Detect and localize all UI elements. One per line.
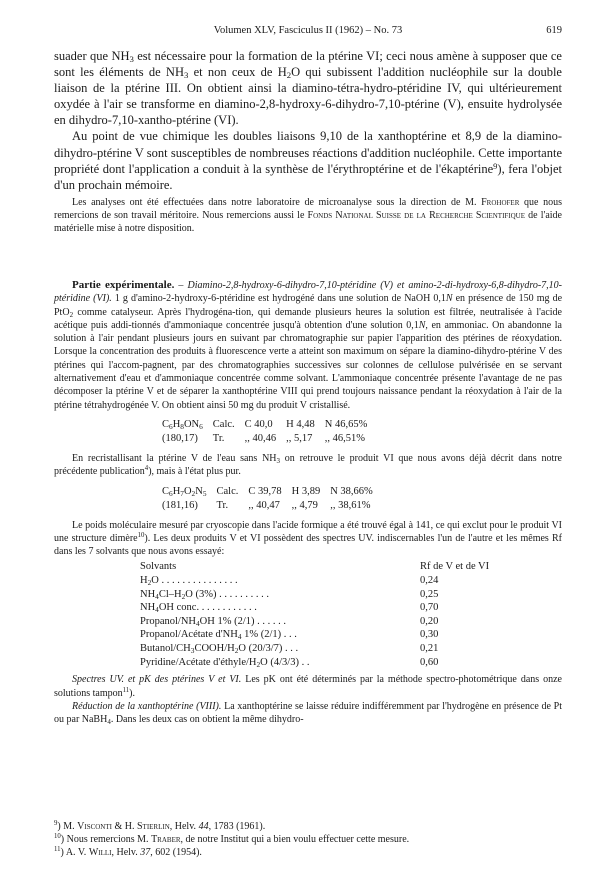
experimental-paragraph-4: Spectres UV. et pK des ptérines V et VI. Les pK ont été déterminés par la méthode spectro-photométrique dans onze solutions tampon$^{11}$). [54,674,562,699]
experimental-paragraph-2: En recristallisant la ptérine V de l'eau sans $NH_3$ on retrouve le produit VI que nous avons déjà décrit dans notre précédente publication$^4$), mais à l'état plus pur. [54,452,562,478]
table-row: Propanol/Acétate $d'NH_4$ 1% (2/1) . . . 0,30 [140,629,439,642]
elemental-analysis-v: $C_6H_8ON_6$ Calc. C 40,0 H 4,48 N 46,65% (180,17) Tr. ,, 40,46 ,, 5,17 ,, 46,51% [162,418,368,444]
experimental-paragraph-5: Réduction de la xanthoptérine (VIII). La xanthoptérine se laisse réduire indifféremment par l'hydrogène en présence de Pt ou par NaBH$_4$. Dans les deux cas on obtient la même dihydro- [54,700,563,727]
table-row: Propanol/$NH_4OH$ 1% (2/1) . . . . . . 0,20 [140,615,439,628]
journal-issue: Volumen XLV, Fasciculus II (1962) – No. 73 [213,25,403,36]
table-row: $NH_4OH$ conc. . . . . . . . . . . . 0,70 [140,602,439,615]
intro-section [54,48,562,236]
acknowledgement: Les analyses ont été effectuées dans notre laboratoire de microanalyse sous la direction de M. Frohofer que nous remercions de son travail méritoire. Nous remercions aussi le Fonds National Suisse de la Recherche Scientifique de l'aide matérielle mise à notre disposition. [54,196,562,235]
section-heading: Partie expérimentale. [72,279,175,291]
footnotes [54,820,562,860]
elemental-analysis-vi: $C_6H_7O_2N_5$ Calc. C 39,78 H 3,89 N 38,66% (181,16) Tr. ,, 40,47 ,, 4,79 ,, 38,61% [162,485,373,511]
table-row: Pyridine/Acétate $d'éthyle/H_2O$ (4/3/3) . . 0,60 [140,656,439,669]
footnote: $^{10}$) Nous remercions M. Traber, de notre Institut qui a bien voulu effectuer cette mesure. [54,833,410,846]
table-row: $H_2O$ . . . . . . . . . . . . . . . 0,24 [140,575,439,588]
experimental-section [54,279,562,726]
solvent-table: Solvants Rf de V et de VI $H_2O$ . . . . . . . . . . . . . . . 0,24 $NH_4Cl-H_2O$ (3%) . . . . . . . . . . 0,25 $NH_4OH$ conc. . . . . . . . . . . . 0,70 Propanol/$NH_4OH$ 1% (2/1) . . . . . . 0,20 Propanol/Acétate $d'NH_4$ 1% (2/1) . . . 0,30 Butanol/$CH_3COOH/H_2O$ (20/3/7) . . . 0,21 Pyridine/Acétate $d'éthyle/H_2O$ (4/3/3) . . 0,60 [140,560,562,669]
experimental-paragraph-3: Le poids moléculaire mesuré par cryoscopie dans l'acide formique a été trouvé égal à 141, ce qui exclut pour le produit VI une structure dimère$^{10}$). Les deux produits V et VI possèdent des spectres UV. indiscernables l'un de l'autre et les mêmes Rf dans les 7 solvants que nous avons essayé: [54,519,563,558]
experimental-paragraph-1: Partie expérimentale. – Diamino-2,8-hydroxy-6-dihydro-7,10-ptéridine (V) et amino-2-di-hydroxy-6,8-dihydro-7,10-ptéridine (VI). 1 g d'amino-2-hydroxy-6-ptéridine est hydrogéné dans une solution de NaOH 0,1N en présence de 150 mg de PtO$_2$ comme catalyseur. Après l'hydrogéna-tion, qui demande plusieurs heures la solution est filtrée, neutralisée à l'acide acétique puis addi-tionnés d'ammoniaque concentrée jusqu'à obtention d'une solution 0,1N, en ammoniac. On abandonne la solution à l'air pendant plusieurs jours en suivant par chromatographie sur papier l'apparition des ptérines de réoxydation. Lorsque la concentration des produits à fluorescence verte a atteint son maximum on sépare la diamino-dihydro-ptérine V des ptérines qui l'accom-pagnent, par des chromatographies successives sur colonnes de cellulose pulvérisée en se servant alternativement d'eau et d'ammoniaque concentrée comme solvant. L'ammoniaque concentrée présente l'avantage de ne pas décomposer la ptérine V et de séparer la xanthoptérine VIII qui prend toujours naissance pendant la réoxydation à l'air de la ptérine tétrahydrogénée V. On obtient ainsi 50 mg du produit V cristallisé. [54,279,563,411]
intro-paragraph-2: Au point de vue chimique les doubles liaisons 9,10 de la xanthoptérine et 8,9 de la diamino-dihydro-ptérine V sont susceptibles de nombreuses réactions d'addition nucléophile. Cette importante propriété dont l'application a conduit à la synthèse de l'érythroptérine et de l'ékaptérine$^9$), fera l'objet d'un prochain mémoire. [54,129,562,192]
page-number: 619 [546,25,562,36]
table-row: $NH_4Cl-H_2O$ (3%) . . . . . . . . . . 0,25 [140,588,439,601]
footnote: $^9$) M. Visconti & H. Stierlin, Helv. 44, 1783 (1961). [54,820,266,832]
intro-paragraph-1: suader que $NH_3$ est nécessaire pour la formation de la ptérine VI; ceci nous amène à supposer que ce sont les éléments de $NH_3$ et non ceux de $H_2O$ qui subissent l'addition nucléophile sur la double liaison de la ptérine III. On obtient ainsi la diamino-tétra-hydro-ptéridine IV, qui ultérieurement oxydée à l'air se transforme en diamino-2,8-hydroxy-6-dihydro-7,10-ptérine (V), ensuite hydrolysée en dihydro-7,10-xantho-ptérine (VI). [54,49,562,128]
footnote: $^{11}$) A. V. Willi, Helv. 37, 602 (1954). [54,846,202,859]
formula: $C_6H_7O_2N_5$ [162,485,207,498]
formula: $C_6H_8ON_6$ [162,418,203,431]
table-row: Butanol/$CH_3COOH/H_2O$ (20/3/7) . . . 0,21 [140,643,439,656]
